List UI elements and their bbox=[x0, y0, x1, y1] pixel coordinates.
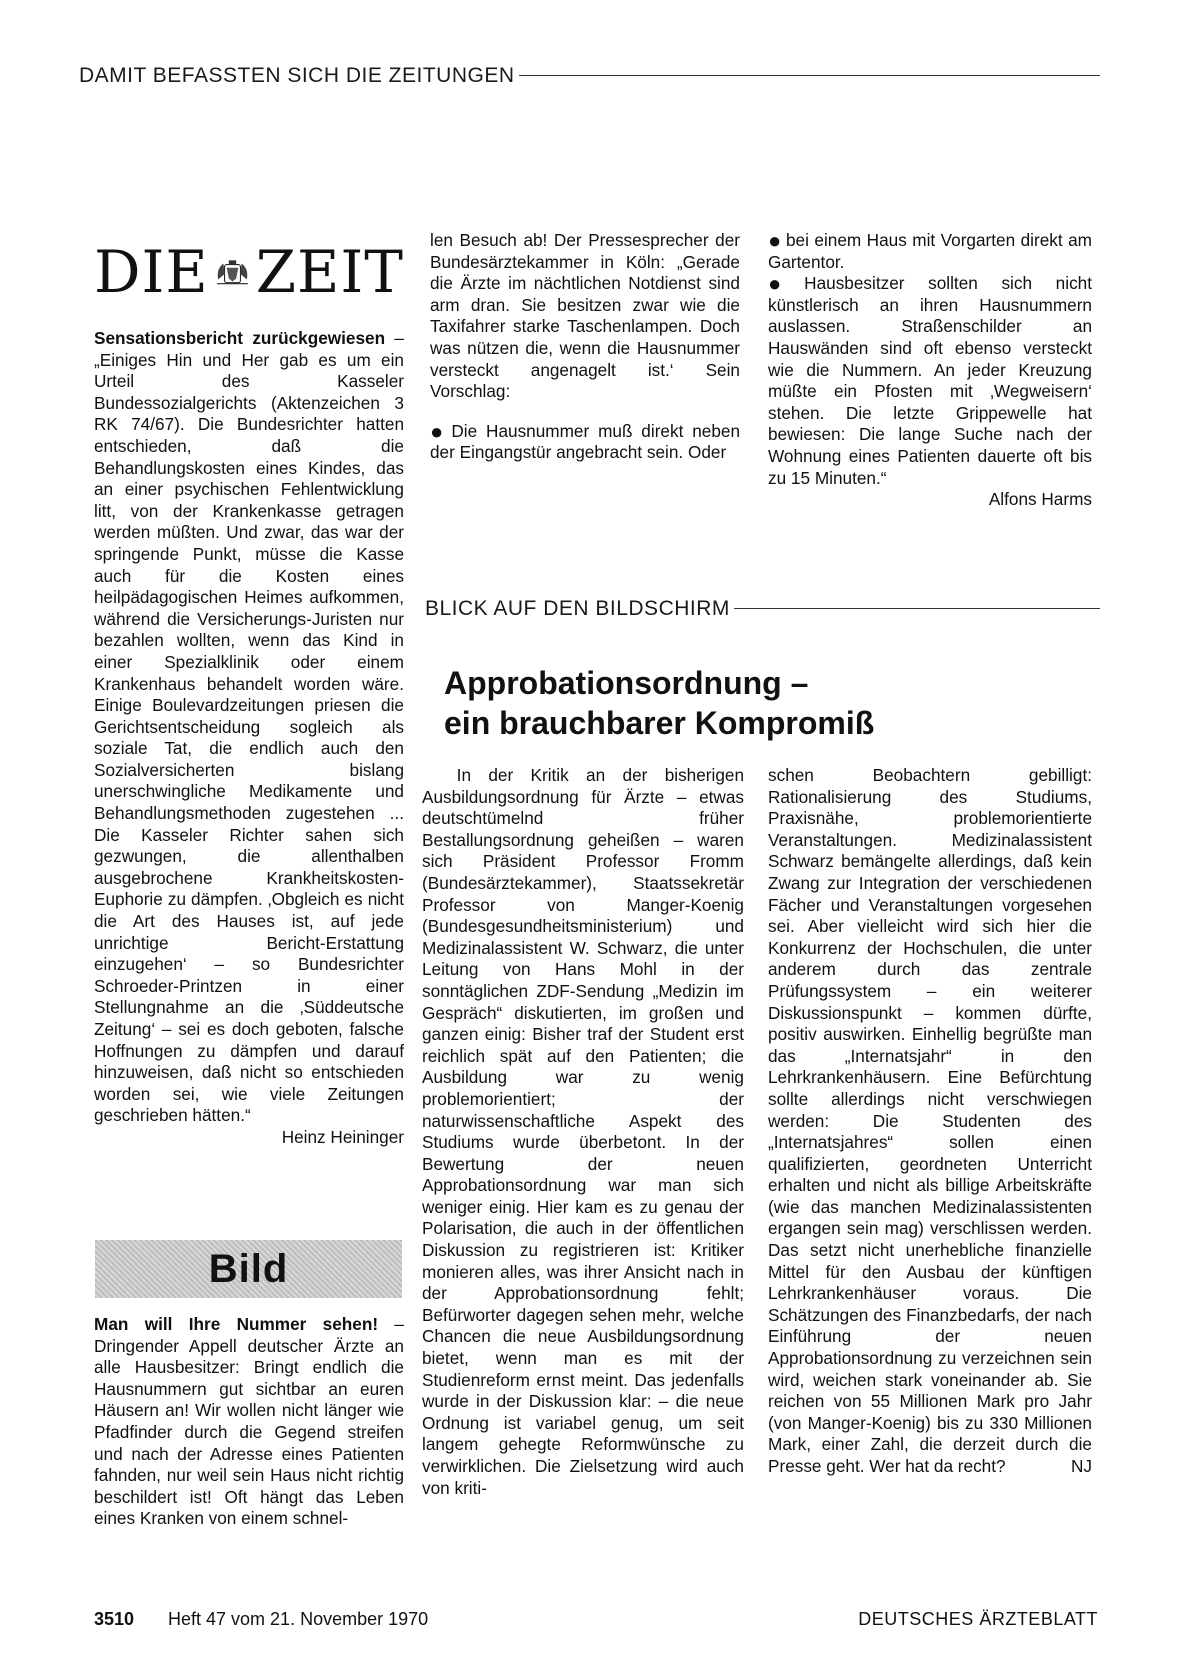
bild-article-body-part2: len Besuch ab! Der Pressesprecher der Bundesärztekammer in Köln: „Gerade die Ärzte im nächtlichen Notdienst sind arm dran. Sie besitzen zwar wie die Taxifahrer starke Taschenlampen. Doch was nützen die, wenn die Hausnummer versteckt angenagelt ist.‘ Sein Vorschlag: bbox=[430, 230, 740, 402]
bild-bullet-3 bbox=[768, 273, 1092, 489]
bild-logo-text: Bild bbox=[208, 1246, 289, 1291]
footer-issue bbox=[168, 1609, 428, 1630]
zeit-article-title: Sensationsbericht zurückgewiesen bbox=[94, 328, 386, 348]
section-header-bildschirm bbox=[425, 597, 1100, 621]
bild-bullet-1-text: Die Hausnummer muß direkt neben der Eingangstür angebracht sein. Oder bbox=[430, 420, 741, 463]
section-header-zeitungen bbox=[79, 64, 1100, 88]
approbation-text-part2: schen Beobachtern gebilligt: Rationalisierung des Studiums, Praxisnähe, problemorientierte Veranstaltungen. Medizinalassistent Schwarz bemängelte allerdings, daß kein Zwang zur Integration der verschiedenen Fächer und Veranstaltungen vorgesehen sei. Aber vielleicht wird sich hier die Konkurrenz der Hochschulen, die unter anderem durch das zentrale Prüfungssystem – ein weiterer Diskussionspunkt – kommen dürfte, positiv auswirken. Einhellig begrüßte man das „Internatsjahr“ in den Lehrkrankenhäusern. Eine Befürchtung sollte allerdings nicht verschwiegen werden: Die Studenten des „Internatsjahres“ sollen einen qualifizierten, geordneten Unterricht erhalten und nicht als billige Arbeitskräfte (wie das manchen Medizinalassistenten ergangen sein mag) verschlissen werden. Das setzt nicht unerhebliche finanzielle Mittel für den Ausbau der künftigen Lehrkrankenhäuser voraus. Die Schätzungen des Finanzbedarfs, der nach Einführung der neuen Approbationsordnung zu verzeichnen sein wird, weichen stark voneinander ab. Sie reichen von 55 Millionen Mark pro Jahr (von Manger-Koenig) bis zu 330 Millionen Mark, einer Zahl, die derzeit durch die Presse geht. Wer hat da recht? bbox=[768, 765, 1092, 1476]
column-2-bild bbox=[430, 230, 740, 464]
section-title: DAMIT BEFASSTEN SICH DIE ZEITUNGEN bbox=[79, 64, 515, 87]
footer-journal bbox=[858, 1609, 1098, 1630]
bild-article-title: Man will Ihre Nummer sehen! bbox=[94, 1314, 379, 1334]
headline-line-2: ein brauchbarer Kompromiß bbox=[444, 705, 875, 741]
article-headline bbox=[444, 663, 874, 743]
bullet-icon: ● bbox=[768, 271, 801, 297]
column-3-approbation bbox=[768, 765, 1092, 1478]
section-title-bildschirm: BLICK AUF DEN BILDSCHIRM bbox=[425, 597, 730, 620]
journal-name: DEUTSCHES ÄRZTEBLATT bbox=[858, 1609, 1098, 1629]
bild-bullet-3-text: Hausbesitzer sollten sich nicht künstlerisch an ihren Hausnummern auslassen. Straßenschilder an Hauswänden sind oft ebenso versteckt wie die Nummern. An jeder Kreuzung müßte ein Pfosten mit ‚Wegweisern‘ stehen. Die letzte Grippewelle hat bewiesen: Die lange Suche nach der Wohnung eines Patienten dauerte oft bis zu 15 Minuten.“ bbox=[768, 273, 1092, 488]
bild-author: Alfons Harms bbox=[988, 489, 1092, 510]
zeit-article bbox=[94, 328, 404, 1127]
page-number: 3510 bbox=[94, 1609, 135, 1629]
footer-page-number bbox=[94, 1609, 134, 1630]
coat-of-arms-icon bbox=[215, 246, 250, 298]
column-2-approbation bbox=[422, 765, 744, 1499]
column-1 bbox=[94, 328, 404, 1149]
logo-text-die: DIE bbox=[94, 238, 209, 306]
zeit-article-body: – „Einiges Hin und Her gab es um ein Urteil des Kasseler Bundessozialgerichts (Aktenzeichen 3 RK 74/67). Die Bundesrichter hatten entschieden, daß die Behandlungskosten eines Kindes, das an einer psychischen Fehlentwicklung litt, von der Krankenkasse getragen werden müßten. Und zwar, das war der springende Punkt, müsse die Kasse auch für die Kosten eines heilpädagogischen Heimes aufkommen, während die Versicherungs-Juristen nur bezahlen wollten, wenn das Kind in einer Spezialklinik oder einem Krankenhaus behandelt worden wäre. Einige Boulevardzeitungen priesen die Gerichtsentscheidung sogleich als soziale Tat, die endlich auch den Sozialversicherten bislang unerschwingliche Medikamente und Behandlungsmethoden zugestehen ... Die Kasseler Richter sahen sich gezwungen, die allenthalben ausgebrochene Krankheitskosten-Euphorie zu dämpfen. ‚Obgleich es nicht die Art des Hauses ist, auf jede unrichtige Bericht-Erstattung einzugehen‘ – so Bundesrichter Schroeder-Printzen in einer Stellungnahme an die ‚Süddeutsche Zeitung‘ – sei es doch geboten, falsche Hoffnungen zu dämpfen und darauf hinzuweisen, daß nicht so entschieden worden sei, wie viele Zeitungen geschrieben hätten.“ bbox=[94, 328, 404, 1126]
section-rule bbox=[519, 75, 1100, 76]
section-rule bbox=[734, 608, 1100, 609]
bild-logo bbox=[95, 1240, 402, 1298]
bild-bullet-1 bbox=[430, 418, 741, 464]
bild-bullet-2 bbox=[768, 230, 1092, 273]
bullet-icon: ● bbox=[430, 418, 448, 444]
bild-article-body-part1: – Dringender Appell deutscher Ärzte an alle Hausbesitzer: Bringt endlich die Hausnummern gut sichtbar an euren Häusern an! Wir wollen nicht länger wie Pfadfinder durch die Gegend streifen und nach der Adresse eines Patienten fahnden, nur weil sein Haus nicht richtig beschildert ist! Oft hängt das Leben eines Kranken von einem schnel- bbox=[94, 1314, 404, 1529]
logo-text-zeit: ZEIT bbox=[255, 238, 404, 306]
column-3-bild bbox=[768, 230, 1092, 511]
issue-info: Heft 47 vom 21. November 1970 bbox=[168, 1609, 429, 1629]
bild-article bbox=[94, 1314, 404, 1530]
die-zeit-logo bbox=[94, 240, 404, 304]
approbation-author: NJ bbox=[1070, 1456, 1092, 1476]
bild-bullet-2-text: bei einem Haus mit Vorgarten direkt am Gartentor. bbox=[768, 230, 1092, 272]
approbation-text-part1: In der Kritik an der bisherigen Ausbildungsordnung für Ärzte – etwas deutschtümelnd früher Bestallungsordnung geheißen – waren sich Präsident Professor Fromm (Bundesärztekammer), Staatssekretär Professor von Manger-Koenig (Bundesgesundheitsministerium) und Medizinalassistent W. Schwarz, die unter Leitung von Hans Mohl in der sonntäglichen ZDF-Sendung „Medizin im Gespräch“ diskutierten, im großen und ganzen einig: Bisher traf der Student erst reichlich spät auf den Patienten; die Ausbildung war zu wenig problemorientiert; der naturwissenschaftliche Aspekt des Studiums wurde überbetont. In der Bewertung der neuen Approbationsordnung war man sich weniger einig. Hier kam es zu genau der Polarisation, die auch in der öffentlichen Diskussion zu registrieren ist: Kritiker monieren alles, was ihrer Ansicht nach in der Approbationsordnung fehlt; Befürworter dagegen sehen mehr, welche Chancen die neue Ausbildungsordnung bietet, wenn man es mit der Studienreform ernst meint. Das jedenfalls wurde in der Diskussion klar: – die neue Ordnung ist variabel genug, um seit langem gehegte Reformwünsche zu verwirklichen. Die Zielsetzung wird auch von kriti- bbox=[422, 765, 744, 1498]
headline-line-1: Approbationsordnung – bbox=[444, 665, 809, 701]
bullet-icon: ● bbox=[768, 228, 782, 253]
column-1-bild bbox=[94, 1314, 404, 1570]
zeit-author: Heinz Heininger bbox=[281, 1126, 404, 1147]
